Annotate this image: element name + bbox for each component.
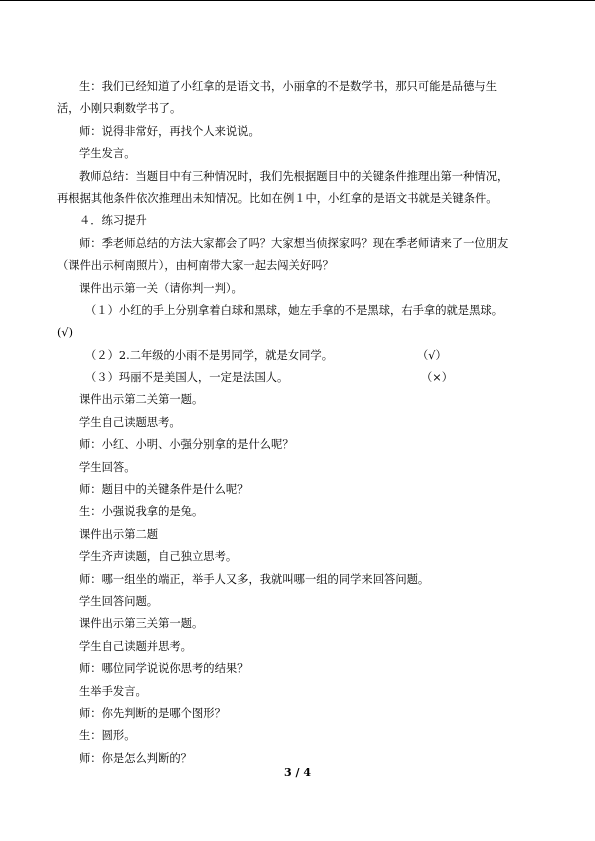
question-2-mark: （√） bbox=[417, 348, 447, 362]
text-line: 学生回答问题。 bbox=[79, 594, 159, 608]
text-line: 学生自己读题思考。 bbox=[79, 415, 181, 429]
question-item-3 bbox=[57, 367, 547, 389]
text-line: 生：我们已经知道了小红拿的是语文书，小丽拿的不是数学书，那只可能是品德与生 bbox=[79, 80, 497, 93]
question-1-mark: (√) bbox=[57, 326, 74, 340]
text-line: （课件出示柯南照片），由柯南带大家一起去闯关好吗？ bbox=[57, 259, 334, 273]
section-heading: ４．练习提升 bbox=[79, 214, 147, 228]
text-line: 课件出示第三关第一题。 bbox=[79, 617, 204, 631]
text-line: 再根据其他条件依次推理出未知情况。比如在例１中，小红拿的是语文书就是关键条件。 bbox=[57, 191, 498, 205]
text-line: 学生发言。 bbox=[79, 147, 136, 161]
text-line: 师：季老师总结的方法大家都会了吗？大家想当侦探家吗？现在季老师请来了一位朋友 bbox=[79, 236, 509, 250]
text-line: 生：小强说我拿的是兔。 bbox=[79, 505, 204, 519]
question-item-2 bbox=[57, 345, 547, 367]
text-line: 学生自己读题并思考。 bbox=[79, 639, 192, 653]
text-line: 活，小刚只剩数学书了。 bbox=[57, 102, 182, 116]
text-line: 学生齐声读题，自己独立思考。 bbox=[79, 550, 238, 564]
text-line: 师：你是怎么判断的？ bbox=[79, 751, 192, 765]
text-line: 师：你先判断的是哪个图形？ bbox=[79, 706, 226, 720]
text-line: 师：题目中的关键条件是什么呢？ bbox=[79, 483, 249, 497]
question-3-text: （３）玛丽不是美国人，一定是法国人。 bbox=[85, 371, 289, 385]
text-line: 教师总结：当题目中有三种情况时，我们先根据题目中的关键条件推理出第一种情况， bbox=[79, 169, 509, 183]
text-line: 生举手发言。 bbox=[79, 684, 147, 698]
page-number: 3 / 4 bbox=[284, 766, 311, 779]
text-line: 师：哪一组坐的端正，举手人又多，我就叫哪一组的同学来回答问题。 bbox=[79, 572, 430, 586]
text-line: 课件出示第二题 bbox=[79, 527, 159, 541]
document-body bbox=[57, 76, 547, 770]
text-line: 师：哪位同学说说你思考的结果？ bbox=[79, 662, 249, 676]
text-line: 学生回答。 bbox=[79, 460, 136, 474]
text-line: 课件出示第一关（请你判一判）。 bbox=[79, 281, 243, 295]
question-3-mark: （×） bbox=[421, 371, 454, 385]
text-line: 生：圆形。 bbox=[79, 729, 136, 743]
question-item-1: （１）小红的手上分别拿着白球和黑球，她左手拿的不是黑球，右手拿的就是黑球。 bbox=[85, 303, 503, 317]
text-line: 课件出示第二关第一题。 bbox=[79, 393, 204, 407]
question-2-text: （２）2.二年级的小雨不是男同学，就是女同学。 bbox=[85, 348, 334, 362]
text-line: 师：小红、小明、小强分别拿的是什么呢？ bbox=[79, 438, 294, 452]
text-line: 师：说得非常好，再找个人来说说。 bbox=[79, 124, 260, 138]
top-border-line bbox=[0, 0, 595, 1]
